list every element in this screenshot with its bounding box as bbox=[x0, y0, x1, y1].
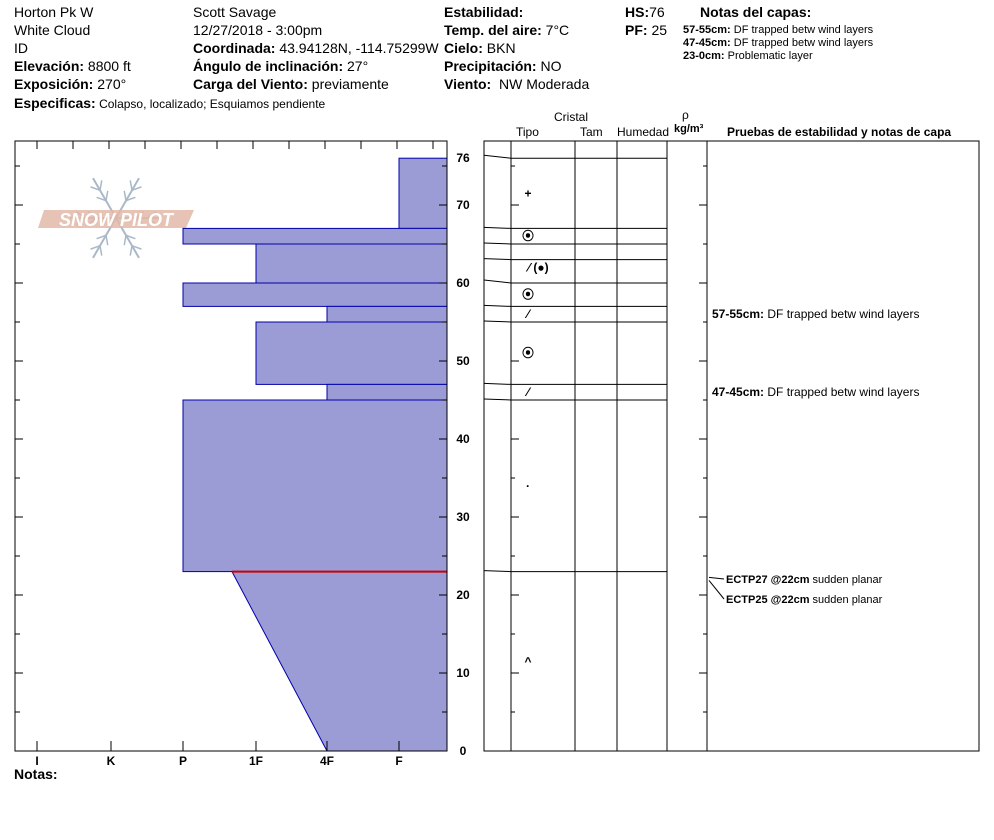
snowflake-branch bbox=[130, 180, 132, 190]
y-tick-label: 50 bbox=[456, 354, 470, 368]
specifics-value: Colapso, localizado; Esquiamos pendiente bbox=[99, 97, 326, 111]
hardness-wedge bbox=[232, 572, 447, 751]
boundary-connector bbox=[484, 259, 511, 260]
hardness-bar bbox=[183, 283, 447, 306]
stability-test-label: ECTP27 @22cm sudden planar bbox=[726, 574, 883, 586]
precip-value: NO bbox=[540, 58, 562, 74]
layer-note-range: 57-55cm: bbox=[683, 24, 731, 36]
y-tick-label: 70 bbox=[456, 198, 470, 212]
elevation-label: Elevación: bbox=[14, 58, 85, 74]
x-tick-label: I bbox=[35, 754, 39, 768]
state-name: ID bbox=[14, 40, 28, 56]
x-tick-label: P bbox=[178, 754, 188, 768]
layer-note-range: 23-0cm: bbox=[683, 50, 725, 62]
layer-note-range: 47-45cm: bbox=[683, 37, 731, 49]
boundary-connector bbox=[484, 383, 511, 384]
logo-text: SNOW PILOT bbox=[59, 210, 173, 230]
col-rho: ρ bbox=[682, 108, 689, 122]
grain-symbol: ^ bbox=[524, 654, 532, 669]
hardness-bar bbox=[256, 322, 447, 384]
snowflake-branch bbox=[130, 246, 132, 256]
layer-note-text: DF trapped betw wind layers bbox=[733, 24, 874, 36]
notes-label: Notas: bbox=[14, 766, 58, 782]
datetime: 12/27/2018 - 3:00pm bbox=[193, 22, 323, 38]
hardness-bar bbox=[183, 228, 447, 244]
specifics-label: Especificas: bbox=[14, 95, 96, 111]
snowflake-branch bbox=[106, 235, 108, 245]
test-pointer bbox=[709, 577, 724, 579]
hardness-bar bbox=[399, 158, 447, 228]
coord-value: 43.94128N, -114.75299W bbox=[279, 40, 439, 56]
air-temp-value: 7°C bbox=[545, 22, 570, 38]
aspect-label: Exposición: bbox=[14, 76, 94, 92]
col-tipo: Tipo bbox=[516, 125, 539, 139]
air-temp-label: Temp. del aire: bbox=[444, 22, 542, 38]
hardness-bar bbox=[327, 306, 447, 322]
grain-symbol: ⦿ bbox=[521, 287, 535, 302]
stability-test-label: ECTP25 @22cm sudden planar bbox=[726, 594, 883, 606]
y-tick-label: 60 bbox=[456, 276, 470, 290]
hs-label: HS: bbox=[625, 4, 650, 20]
crystal-table-frame bbox=[484, 141, 979, 751]
elevation-value: 8800 ft bbox=[87, 58, 131, 74]
layer-note-text: DF trapped betw wind layers bbox=[733, 37, 874, 49]
snowflake-branch bbox=[100, 180, 102, 190]
col-tam: Tam bbox=[580, 125, 603, 139]
snowflake-branch bbox=[106, 191, 108, 201]
observer-name: Scott Savage bbox=[193, 4, 277, 20]
grain-symbol: ⁄ (●) bbox=[528, 260, 549, 275]
boundary-connector bbox=[484, 280, 511, 283]
precip-label: Precipitación: bbox=[444, 58, 537, 74]
snowflake-branch bbox=[124, 235, 126, 245]
wind-load-value: previamente bbox=[311, 76, 389, 92]
x-tick-label: K bbox=[106, 754, 116, 768]
slope-value: 27° bbox=[347, 58, 369, 74]
col-density-unit: kg/m³ bbox=[674, 123, 704, 135]
wind-load-label: Carga del Viento: bbox=[193, 76, 308, 92]
hardness-bar bbox=[256, 244, 447, 283]
pf-label: PF: bbox=[625, 22, 648, 38]
test-pointer bbox=[709, 580, 724, 599]
stability-label: Estabilidad: bbox=[444, 4, 524, 20]
layer-note-marker: 57-55cm: DF trapped betw wind layers bbox=[712, 307, 920, 322]
grain-symbol: ⦿ bbox=[521, 346, 535, 361]
boundary-connector bbox=[484, 243, 511, 244]
boundary-connector bbox=[484, 227, 511, 228]
boundary-connector bbox=[484, 399, 511, 400]
boundary-connector bbox=[484, 305, 511, 306]
col-crystal: Cristal bbox=[554, 110, 589, 124]
col-humedad: Humedad bbox=[617, 125, 670, 139]
snowflake-branch bbox=[100, 246, 102, 256]
y-tick-label: 10 bbox=[456, 666, 470, 680]
x-tick-label: 4F bbox=[319, 754, 335, 768]
sky-label: Cielo: bbox=[444, 40, 483, 56]
snowflake-branch bbox=[124, 191, 126, 201]
snowpilot-logo bbox=[38, 178, 194, 258]
sky-value: BKN bbox=[486, 40, 516, 56]
range-name: White Cloud bbox=[14, 22, 91, 38]
hardness-bar bbox=[183, 400, 447, 572]
layer-note-marker: 47-45cm: DF trapped betw wind layers bbox=[712, 385, 920, 400]
y-tick-label: 40 bbox=[456, 432, 470, 446]
x-tick-label: 1F bbox=[248, 754, 264, 768]
coord-label: Coordinada: bbox=[193, 40, 276, 56]
hardness-bar bbox=[327, 384, 447, 400]
x-tick-label: F bbox=[395, 754, 403, 768]
y-tick-label: 30 bbox=[456, 510, 470, 524]
wind-value: NW Moderada bbox=[498, 76, 590, 92]
wind-label: Viento: bbox=[444, 76, 492, 92]
layer-notes-title: Notas del capas: bbox=[700, 4, 812, 20]
y-tick-label: 76 bbox=[456, 151, 470, 166]
y-tick-label: 0 bbox=[459, 744, 467, 758]
layer-note-text: Problematic layer bbox=[727, 50, 813, 62]
grain-symbol: ⁄ bbox=[526, 307, 530, 322]
slope-label: Ángulo de inclinación: bbox=[193, 58, 344, 74]
location-name: Horton Pk W bbox=[14, 4, 94, 20]
aspect-value: 270° bbox=[97, 76, 127, 92]
y-tick-label: 20 bbox=[456, 588, 470, 602]
hs-value: 76 bbox=[649, 4, 665, 20]
grain-symbol: · bbox=[526, 478, 530, 493]
pf-value: 25 bbox=[651, 22, 668, 38]
grain-symbol: ⦿ bbox=[521, 229, 535, 244]
boundary-connector bbox=[484, 571, 511, 572]
boundary-connector bbox=[484, 321, 511, 322]
grain-symbol: ⁄ bbox=[526, 385, 530, 400]
grain-symbol: + bbox=[524, 186, 532, 201]
col-tests: Pruebas de estabilidad y notas de capa bbox=[727, 125, 952, 139]
boundary-connector bbox=[484, 155, 511, 158]
